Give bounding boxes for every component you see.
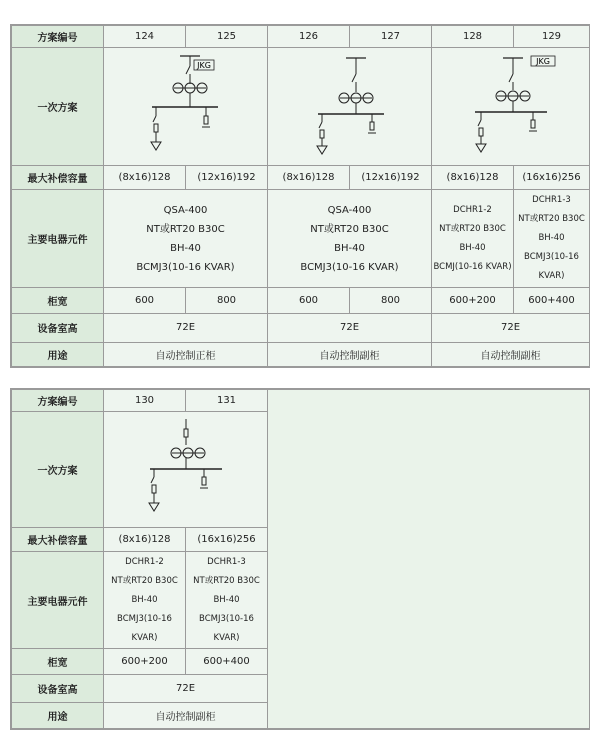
primary-scheme-label: 一次方案: [12, 412, 104, 528]
scheme-no-128: 128: [432, 26, 514, 48]
width-126: 600: [268, 287, 350, 313]
scheme-no-label: 方案编号: [12, 390, 104, 412]
component-line: NT或RT20 B30C: [146, 223, 225, 235]
width-127: 800: [350, 287, 432, 313]
component-line: DCHR1-2: [125, 556, 164, 567]
width-131: 600+400: [186, 648, 268, 674]
components-130: [104, 552, 186, 648]
primary-diagram-128-129: [432, 48, 590, 166]
component-line: NT或RT20 B30C: [439, 223, 506, 234]
width-129: 600+400: [514, 287, 590, 313]
width-125: 800: [186, 287, 268, 313]
component-line: DCHR1-3: [532, 195, 571, 206]
empty-area: [268, 390, 590, 729]
component-line: NT或RT20 B30C: [111, 575, 178, 586]
scheme-no-126: 126: [268, 26, 350, 48]
component-line: BH-40: [459, 242, 486, 253]
primary-diagram-124-125: [104, 48, 268, 166]
max-comp-label: 最大补偿容量: [12, 528, 104, 552]
jkg-label: JKG: [535, 56, 550, 66]
component-line: BCMJ3(10-16 KVAR): [199, 613, 254, 643]
capacity-130: (8x16)128: [104, 528, 186, 552]
scheme-no-129: 129: [514, 26, 590, 48]
primary-diagram-126-127: [268, 48, 432, 166]
components-128: [432, 190, 514, 287]
component-line: BH-40: [538, 233, 565, 244]
component-line: BCMJ(10-16 KVAR): [433, 261, 512, 272]
usage-label: 用途: [12, 342, 104, 366]
usage-128-129: 自动控制副柜: [432, 342, 590, 366]
component-line: NT或RT20 B30C: [518, 214, 585, 225]
width-130: 600+200: [104, 648, 186, 674]
components-label: 主要电器元件: [12, 190, 104, 287]
capacity-128: (8x16)128: [432, 166, 514, 190]
components-label: 主要电器元件: [12, 552, 104, 648]
width-label: 柜宽: [12, 287, 104, 313]
scheme-table-1: [10, 24, 590, 368]
single-line-diagram-icon: [126, 415, 246, 525]
capacity-131: (16x16)256: [186, 528, 268, 552]
component-line: BCMJ3(10-16 KVAR): [136, 261, 235, 273]
component-line: BCMJ3(10-16 KVAR): [117, 613, 172, 643]
room-height-label: 设备室高: [12, 314, 104, 342]
components-131: [186, 552, 268, 648]
component-line: DCHR1-3: [207, 556, 246, 567]
width-128: 600+200: [432, 287, 514, 313]
room-height-130-131: 72E: [104, 674, 268, 702]
single-line-diagram-icon: [441, 52, 581, 162]
component-line: DCHR1-2: [453, 204, 492, 215]
capacity-125: (12x16)192: [186, 166, 268, 190]
room-height-128-129: 72E: [432, 314, 590, 342]
scheme-no-127: 127: [350, 26, 432, 48]
capacity-129: (16x16)256: [514, 166, 590, 190]
component-line: NT或RT20 B30C: [193, 575, 260, 586]
single-line-diagram-icon: [126, 52, 246, 162]
component-line: BH-40: [213, 594, 240, 605]
scheme-no-130: 130: [104, 390, 186, 412]
primary-scheme-label: 一次方案: [12, 48, 104, 166]
primary-diagram-130-131: [104, 412, 268, 528]
capacity-127: (12x16)192: [350, 166, 432, 190]
usage-label: 用途: [12, 702, 104, 728]
component-line: BCMJ3(10-16 KVAR): [524, 252, 579, 282]
scheme-no-125: 125: [186, 26, 268, 48]
usage-124-125: 自动控制正柜: [104, 342, 268, 366]
component-line: BH-40: [334, 242, 365, 254]
component-line: BH-40: [170, 242, 201, 254]
components-124-125: [104, 190, 268, 287]
scheme-table-2: [10, 388, 590, 730]
component-line: QSA-400: [163, 204, 208, 216]
room-height-label: 设备室高: [12, 674, 104, 702]
component-line: BCMJ3(10-16 KVAR): [300, 261, 399, 273]
room-height-124-125: 72E: [104, 314, 268, 342]
component-line: BH-40: [131, 594, 158, 605]
width-label: 柜宽: [12, 648, 104, 674]
max-comp-label: 最大补偿容量: [12, 166, 104, 190]
scheme-no-124: 124: [104, 26, 186, 48]
usage-126-127: 自动控制副柜: [268, 342, 432, 366]
capacity-124: (8x16)128: [104, 166, 186, 190]
single-line-diagram-icon: [290, 52, 410, 162]
capacity-126: (8x16)128: [268, 166, 350, 190]
scheme-no-label: 方案编号: [12, 26, 104, 48]
jkg-label: JKG: [196, 60, 211, 70]
components-129: [514, 190, 590, 287]
usage-130-131: 自动控制副柜: [104, 702, 268, 728]
component-line: QSA-400: [327, 204, 372, 216]
component-line: NT或RT20 B30C: [310, 223, 389, 235]
room-height-126-127: 72E: [268, 314, 432, 342]
scheme-no-131: 131: [186, 390, 268, 412]
components-126-127: [268, 190, 432, 287]
width-124: 600: [104, 287, 186, 313]
